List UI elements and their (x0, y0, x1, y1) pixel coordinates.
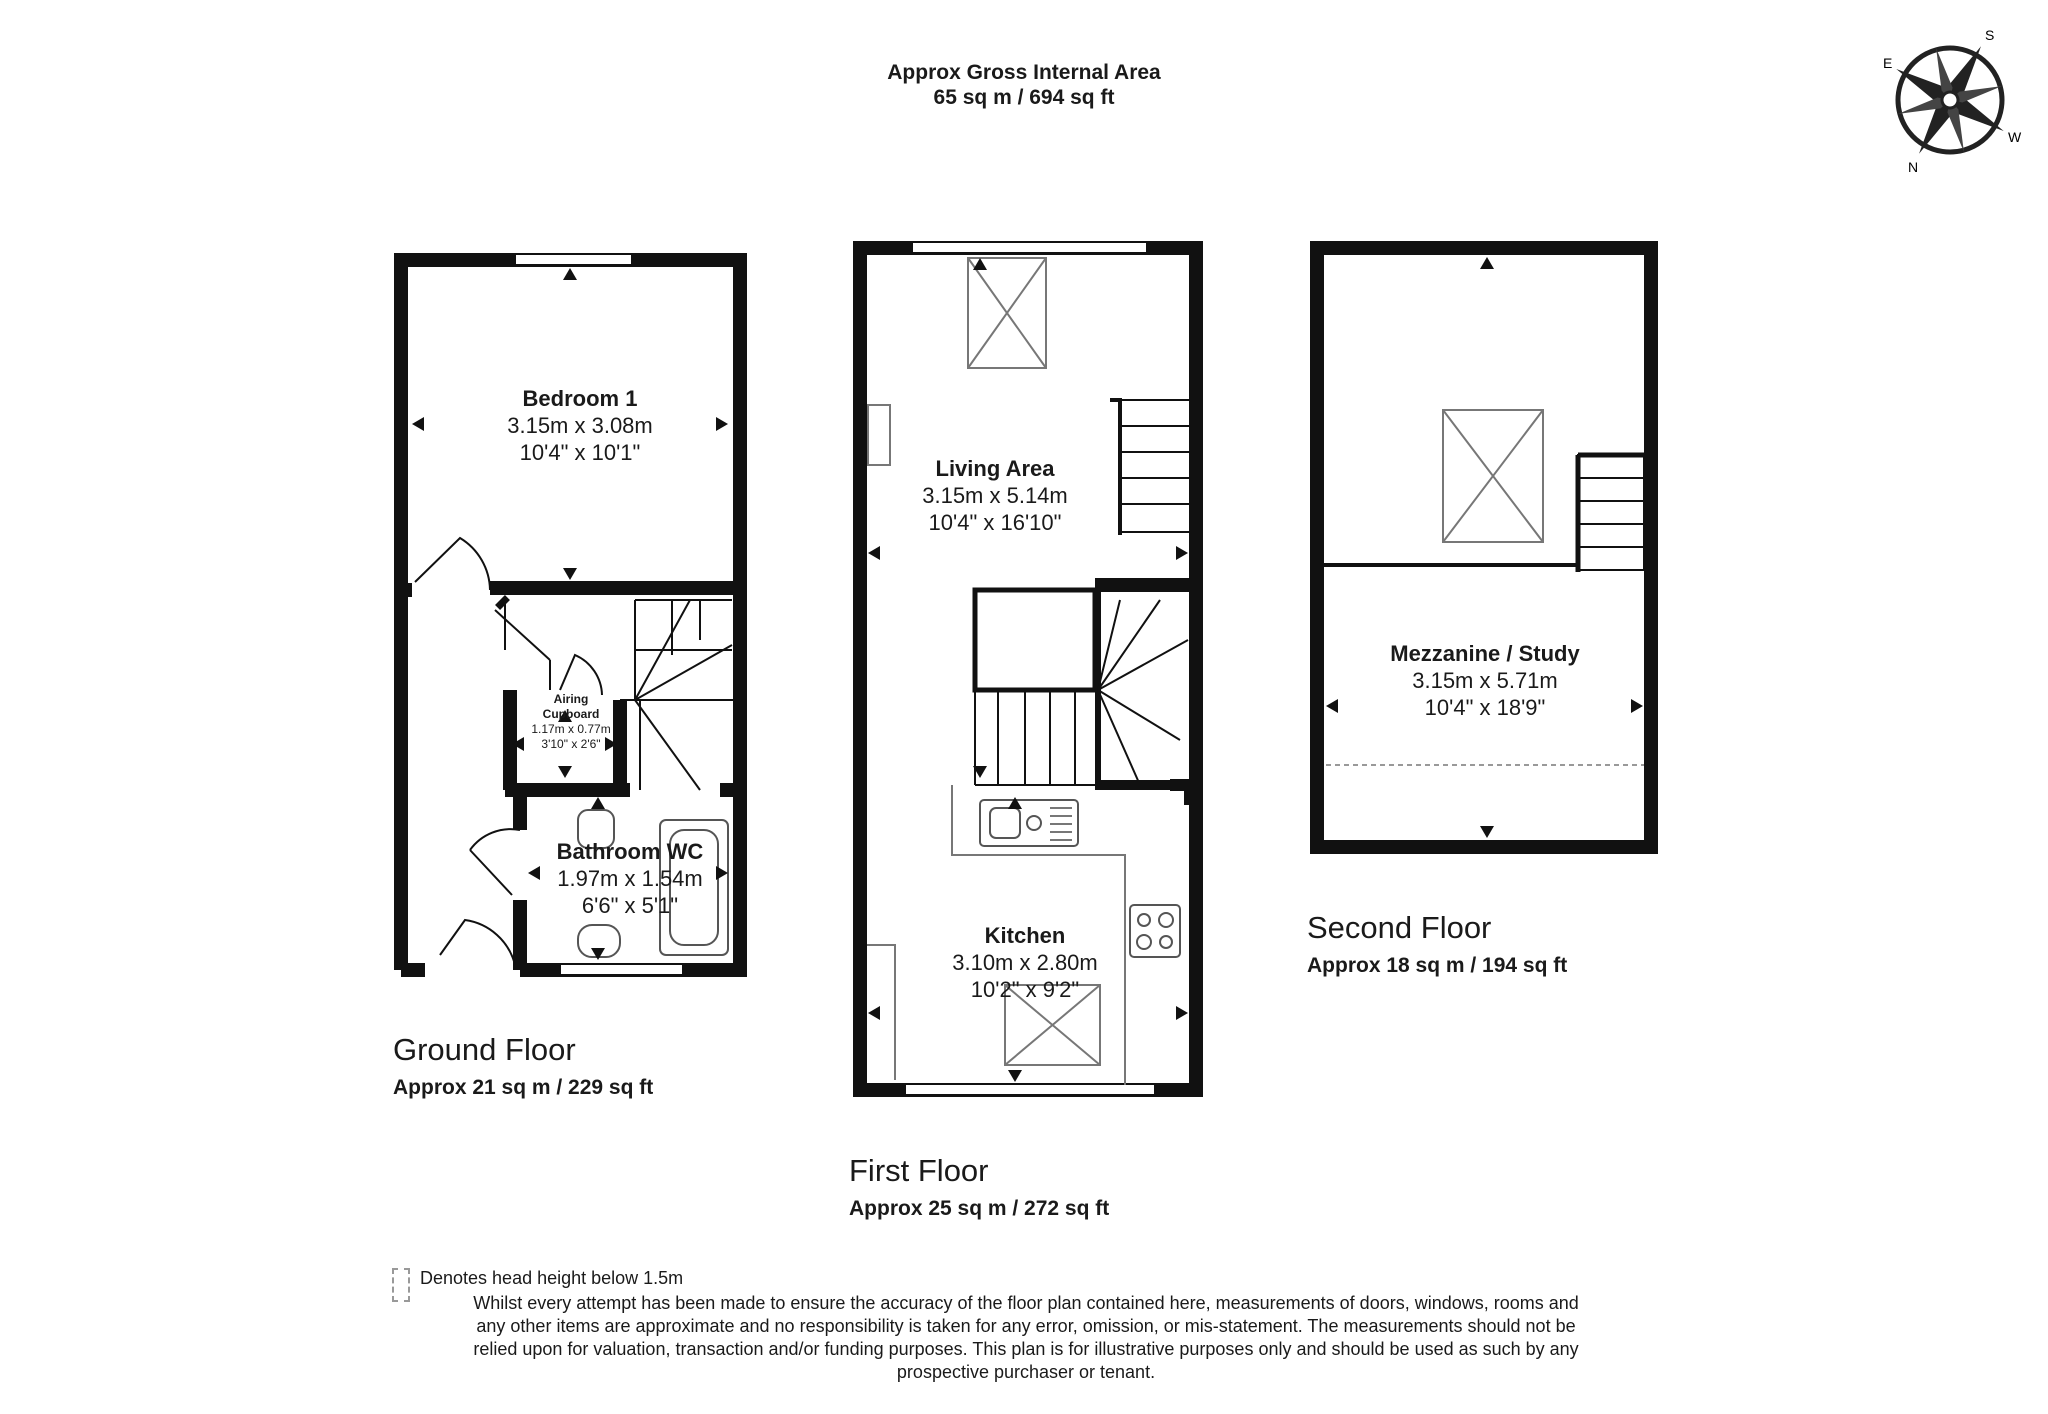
airing-cupboard-door (560, 655, 602, 695)
stairs-to-ground-floor (975, 690, 1098, 785)
room-imperial-size: 6'6" x 5'1" (581, 893, 679, 918)
room-metric-size: 1.97m x 1.54m (557, 866, 703, 891)
room-imperial-size: 10'2" x 9'2" (970, 977, 1080, 1002)
room-metric-size: 3.15m x 3.08m (507, 413, 653, 438)
front-door (440, 920, 515, 965)
room-name: Bedroom 1 (522, 386, 638, 411)
disclaimer-line: any other items are approximate and no responsibility is taken for any error, omission, or mis-statement. The measurements should not be (476, 1316, 1576, 1336)
disclaimer-line: prospective purchaser or tenant. (896, 1362, 1156, 1382)
compass-label-e: E (1883, 55, 1893, 71)
stairs-to-second-floor (1120, 400, 1190, 532)
first-floor-caption (849, 1153, 1109, 1221)
room-metric-size: 3.10m x 2.80m (952, 950, 1098, 975)
room-name: Airing (553, 692, 589, 706)
living-area-window (912, 242, 1147, 253)
room-metric-size: 3.15m x 5.14m (922, 483, 1068, 508)
kitchen-window (905, 1084, 1155, 1095)
floor-area: Approx 21 sq m / 229 sq ft (393, 1076, 654, 1099)
second-floor-plan (1317, 248, 1651, 847)
compass-label-w: W (2008, 129, 2022, 145)
room-imperial-size: 10'4" x 18'9" (1424, 695, 1546, 720)
head-height-legend-swatch (392, 1268, 410, 1302)
bedroom-door (415, 538, 490, 590)
compass-label-n: N (1908, 159, 1919, 175)
floor-title: Second Floor (1307, 910, 1492, 945)
floor-title: First Floor (849, 1153, 989, 1188)
room-metric-size: 1.17m x 0.77m (531, 722, 611, 736)
gross-area-title: Approx Gross Internal Area (887, 61, 1161, 84)
bedroom-window (515, 254, 632, 265)
room-name: Kitchen (984, 923, 1066, 948)
room-name: Living Area (935, 456, 1055, 481)
floor-area: Approx 25 sq m / 272 sq ft (849, 1197, 1110, 1220)
room-label-bedroom-1 (450, 385, 710, 466)
room-metric-size: 3.15m x 5.71m (1412, 668, 1558, 693)
room-name: Bathroom WC (556, 839, 704, 864)
second-floor-caption (1307, 910, 1567, 978)
compass-label-s: S (1985, 27, 1995, 43)
room-label-kitchen (905, 922, 1145, 1003)
floor-title: Ground Floor (393, 1032, 576, 1067)
disclaimer-line: Whilst every attempt has been made to ensure the accuracy of the floor plan contained here, measurements of doors, windows, rooms and (473, 1293, 1579, 1313)
second-floor-stairs (1578, 455, 1644, 570)
bathroom-door (470, 829, 520, 895)
room-label-airing-cupboard (516, 692, 626, 752)
head-height-legend-text: Denotes head height below 1.5m (420, 1268, 684, 1288)
room-name: Mezzanine / Study (1390, 641, 1580, 666)
floor-area: Approx 18 sq m / 194 sq ft (1307, 954, 1568, 977)
bathroom-window (560, 964, 683, 975)
room-imperial-size: 10'4" x 10'1" (519, 440, 641, 465)
room-label-living-area (875, 455, 1115, 536)
room-name-line-2: Cupboard (542, 707, 600, 721)
gross-area-value: 65 sq m / 694 sq ft (933, 86, 1115, 109)
disclaimer (420, 1292, 1632, 1384)
room-label-bathroom-wc (520, 838, 740, 919)
ground-floor-caption (393, 1032, 653, 1100)
room-label-mezzanine-study (1355, 640, 1615, 721)
disclaimer-line: relied upon for valuation, transaction and/or funding purposes. This plan is for illustrative purposes only and should be used as such by any (473, 1339, 1579, 1359)
compass-rose-icon (1865, 15, 2034, 184)
room-imperial-size: 3'10" x 2'6" (541, 737, 601, 751)
room-imperial-size: 10'4" x 16'10" (928, 510, 1062, 535)
